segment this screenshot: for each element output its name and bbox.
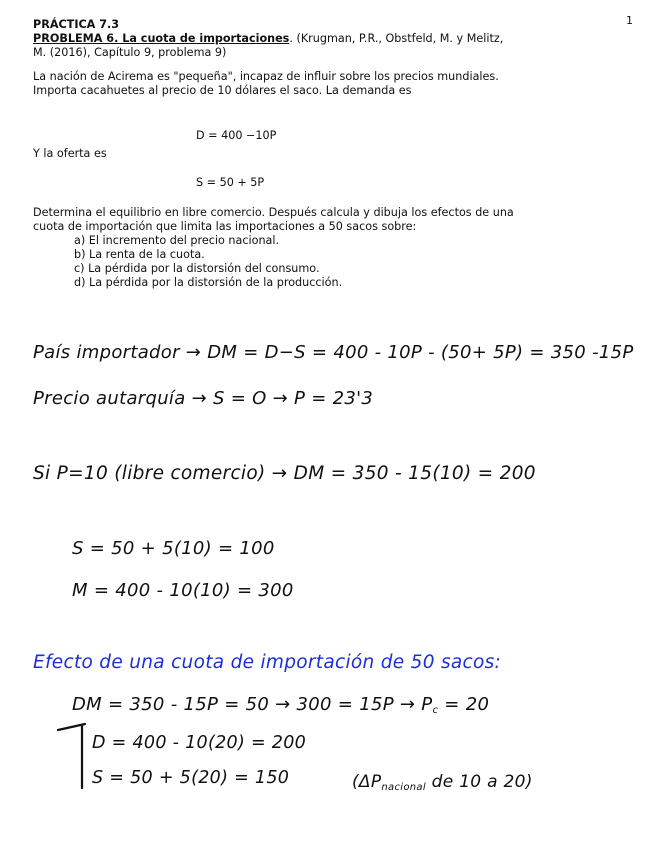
demand-formula: D = 400 −10P bbox=[196, 129, 277, 142]
problem-citation-continued: M. (2016), Capítulo 9, problema 9) bbox=[33, 46, 227, 59]
intro-line-2: Importa cacahuetes al precio de 10 dólares el saco. La demanda es bbox=[33, 84, 412, 97]
task-statement bbox=[33, 206, 623, 290]
problem-label: PROBLEMA 6. La cuota de importaciones bbox=[33, 32, 290, 45]
handwritten-line-demand-at-10: M = 400 - 10(10) = 300 bbox=[72, 580, 294, 601]
handwritten-line-quota-price: DM = $350 - 15P = 50 \to 300 = 15P \to P_c = 20$ bbox=[72, 694, 490, 716]
task-line-1: Determina el equilibrio en libre comercio. Después calcula y dibuja los efectos de una bbox=[33, 206, 514, 219]
problem-citation: . (Krugman, P.R., Obstfeld, M. y Melitz, bbox=[289, 32, 504, 45]
practice-title: PRÁCTICA 7.3 bbox=[33, 18, 120, 31]
supply-formula: S = 50 + 5P bbox=[196, 176, 265, 189]
task-item-a: a) El incremento del precio nacional. bbox=[74, 234, 280, 247]
task-line-2: cuota de importación que limita las importaciones a 50 sacos sobre: bbox=[33, 220, 417, 233]
handwritten-line-demand-at-20: D = 400 - 10(20) = 200 bbox=[92, 733, 307, 753]
handwritten-line-supply-at-20: S = 50 + 5(20) = 150 bbox=[92, 768, 290, 788]
task-item-d: d) La pérdida por la distorsión de la producción. bbox=[74, 276, 343, 289]
handwritten-line-autarky-price: Precio autarquía → S = O → P = 23'3 bbox=[33, 388, 374, 409]
supply-intro: Y la oferta es bbox=[33, 147, 107, 160]
printed-problem-statement bbox=[33, 18, 623, 98]
task-item-b: b) La renta de la cuota. bbox=[74, 248, 205, 261]
task-list bbox=[33, 234, 623, 290]
handwritten-line-quota-effect: Efecto de una cuota de importación de 50 sacos: bbox=[33, 652, 502, 673]
intro-line-1: La nación de Acirema es "pequeña", incapaz de influir sobre los precios mundiales. bbox=[33, 70, 499, 83]
problem-heading bbox=[33, 32, 623, 46]
handwritten-line-supply-at-10: S = 50 + 5(10) = 100 bbox=[72, 538, 275, 559]
bracket-mark bbox=[52, 722, 92, 792]
handwritten-line-importing-country: País importador → DM = D−S = 400 - 10P - (50+ 5P) = 350 -15P bbox=[33, 342, 634, 363]
page-number: 1 bbox=[626, 14, 633, 27]
task-item-c: c) La pérdida por la distorsión del consumo. bbox=[74, 262, 320, 275]
handwritten-note-price-change: ($\Delta P_{nacional}$ de 10 a 20) bbox=[352, 772, 533, 793]
handwritten-line-free-trade: Si P=10 (libre comercio) → DM = 350 - 15(10) = 200 bbox=[33, 463, 536, 484]
